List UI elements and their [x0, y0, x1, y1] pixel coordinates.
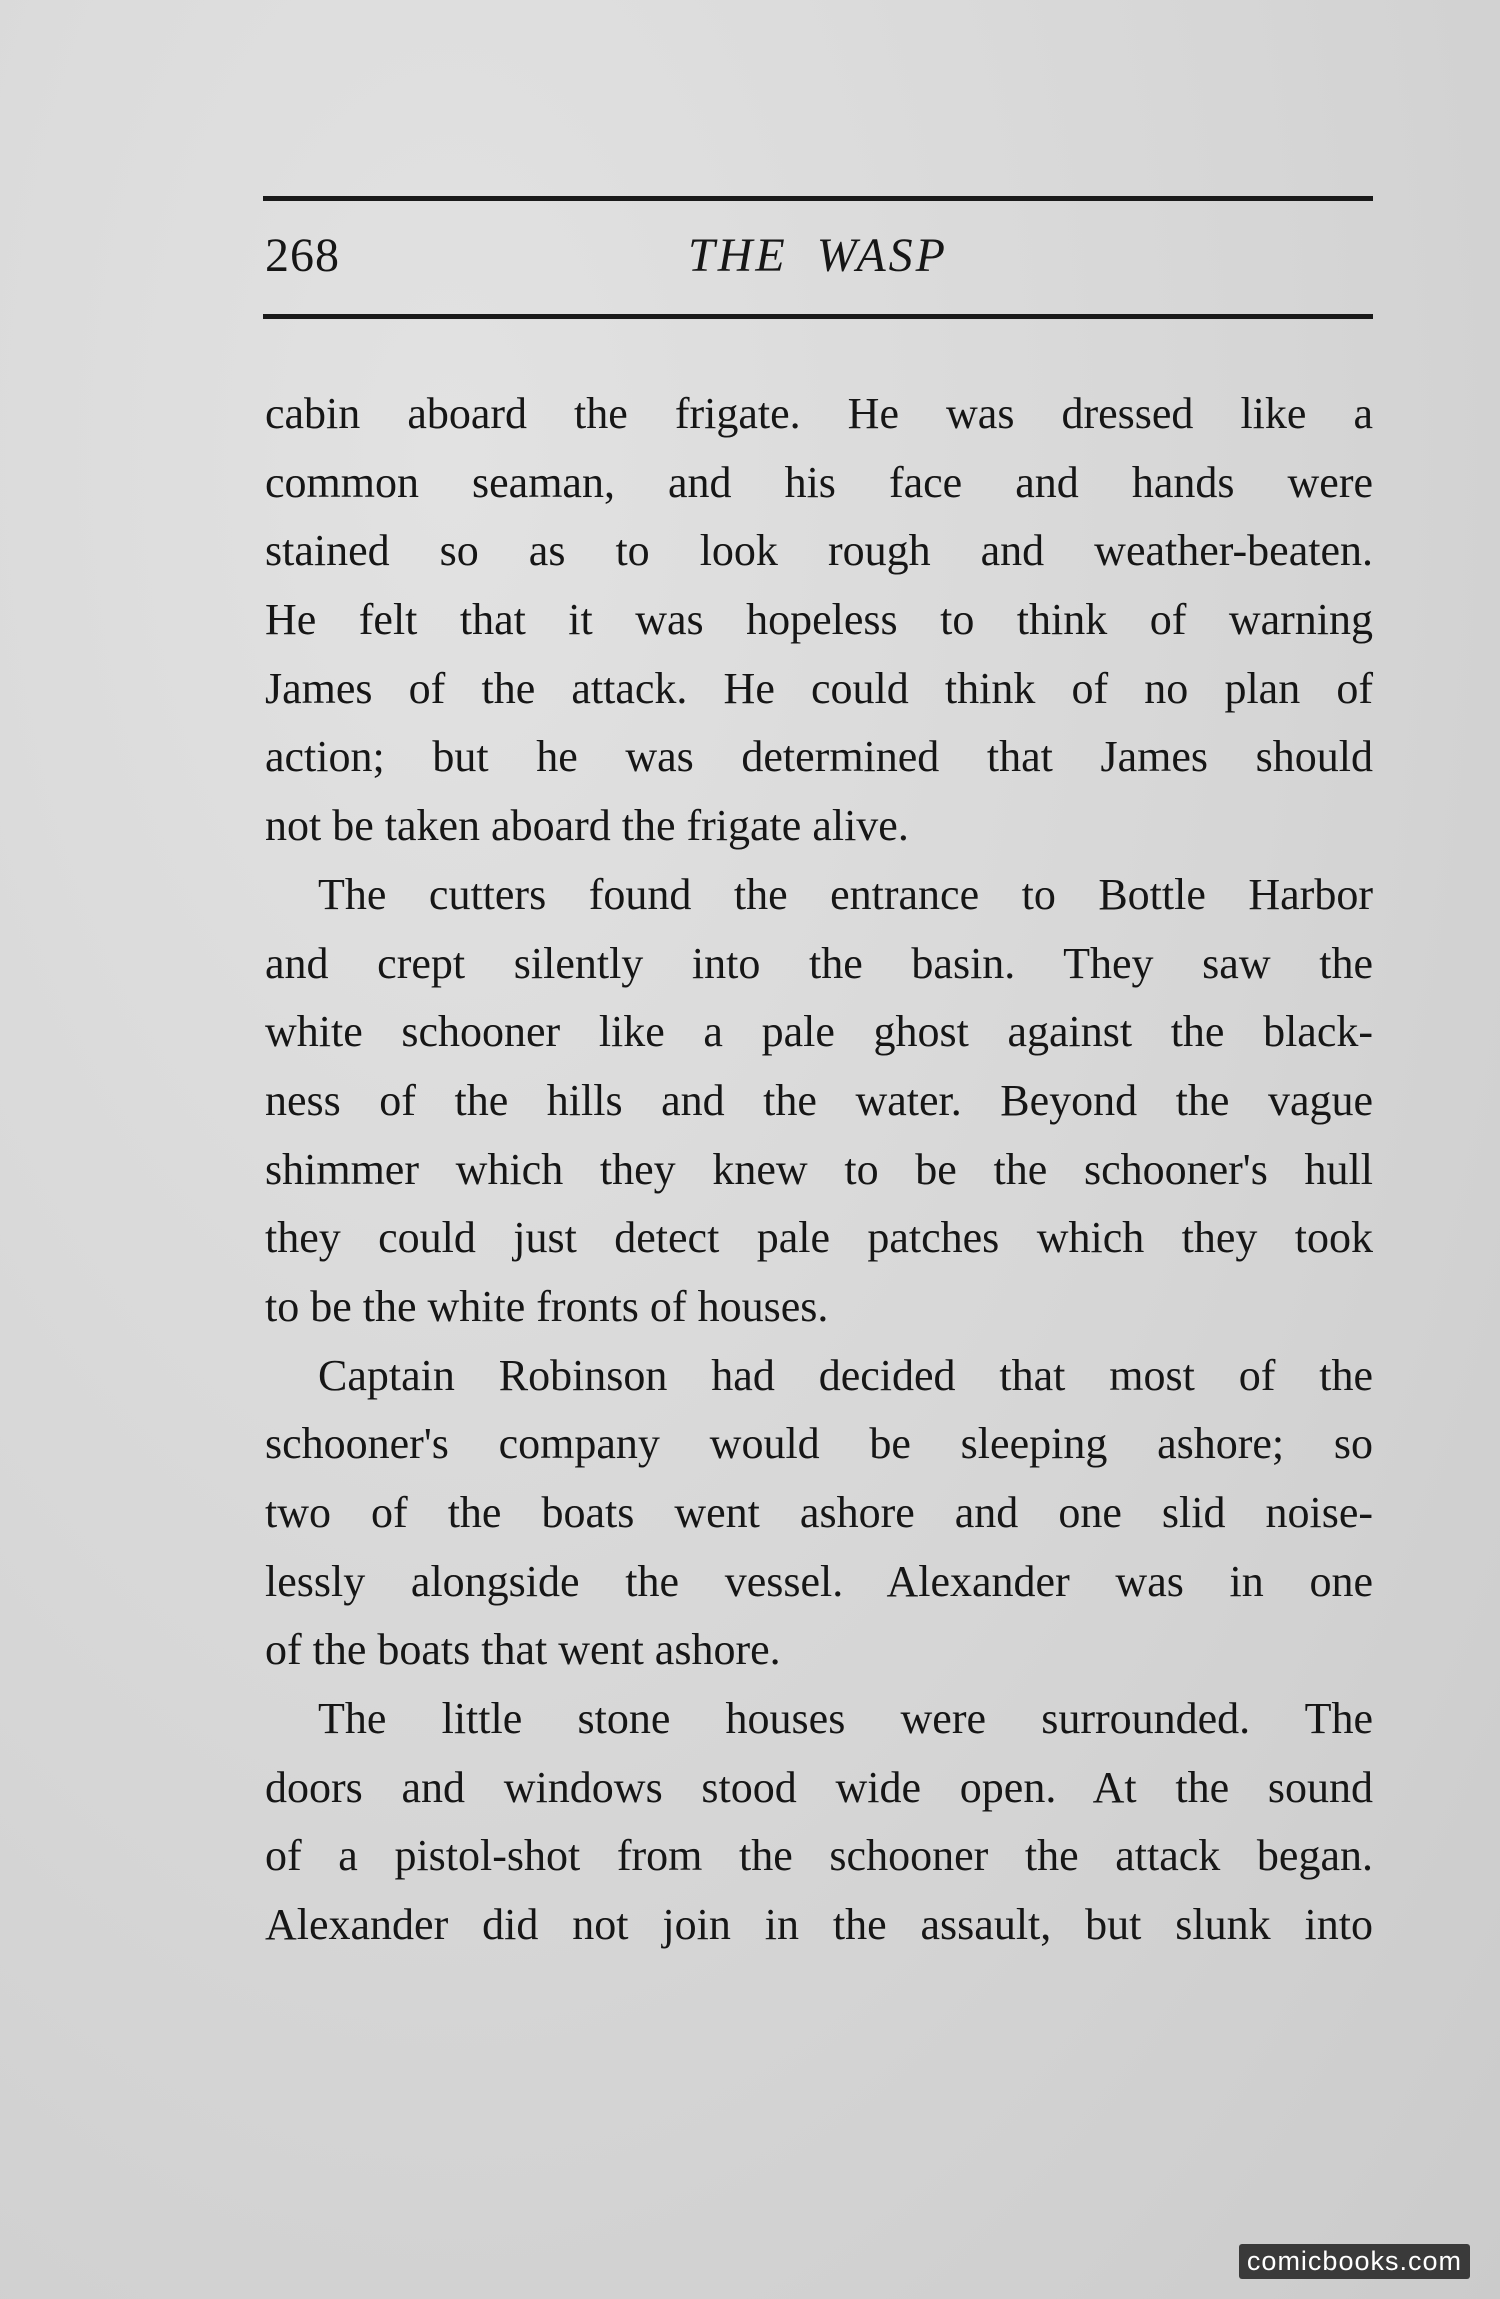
text-line: cabin aboard the frigate. He was dressed like a: [265, 389, 1373, 438]
text-line: James of the attack. He could think of no plan of: [265, 663, 1373, 713]
text-line: lessly alongside the vessel. Alexander was in one: [265, 1556, 1373, 1606]
text-line: schooner's company would be sleeping ashore; so: [265, 1419, 1373, 1469]
header-bottom-rule: [263, 314, 1373, 319]
paragraph: [265, 1342, 1373, 1685]
body-text: [265, 380, 1373, 1960]
text-line: action; but he was determined that James should: [265, 732, 1373, 782]
text-line: shimmer which they knew to be the schooner's hull: [265, 1144, 1373, 1194]
page-number: 268: [265, 229, 340, 282]
text-line: white schooner like a pale ghost against the black-: [265, 1007, 1373, 1057]
watermark: comicbooks.com: [1239, 2244, 1470, 2279]
text-line: to be the white fronts of houses.: [265, 1281, 829, 1331]
text-line: ness of the hills and the water. Beyond the vague: [265, 1075, 1373, 1125]
text-line: He felt that it was hopeless to think of warning: [265, 595, 1373, 645]
text-line: of the boats that went ashore.: [265, 1625, 781, 1675]
text-line: of a pistol-shot from the schooner the attack began.: [265, 1831, 1373, 1881]
running-title: THE WASP: [688, 229, 948, 282]
text-line: Captain Robinson had decided that most of the: [318, 1350, 1373, 1400]
text-line: common seaman, and his face and hands were: [265, 457, 1373, 507]
text-line: they could just detect pale patches which they took: [265, 1213, 1373, 1263]
text-line: not be taken aboard the frigate alive.: [265, 801, 909, 851]
paragraph: [265, 861, 1373, 1342]
page-header: [263, 228, 1373, 298]
text-line: doors and windows stood wide open. At the sound: [265, 1762, 1373, 1812]
text-line: Alexander did not join in the assault, but slunk into: [265, 1900, 1373, 1950]
header-top-rule: [263, 196, 1373, 201]
text-line: two of the boats went ashore and one slid noise-: [265, 1488, 1373, 1537]
text-line: stained so as to look rough and weather-beaten.: [265, 526, 1373, 576]
text-line: and crept silently into the basin. They saw the: [265, 938, 1373, 988]
text-line: The cutters found the entrance to Bottle Harbor: [318, 869, 1373, 919]
paragraph: [265, 380, 1373, 861]
paragraph: [265, 1685, 1373, 1960]
text-line: The little stone houses were surrounded. The: [318, 1694, 1373, 1744]
